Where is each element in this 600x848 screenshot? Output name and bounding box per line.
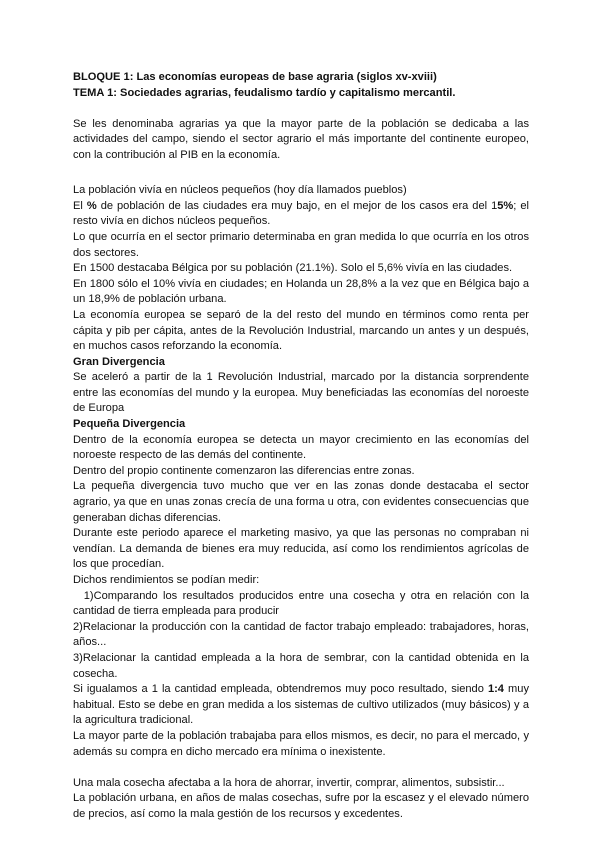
paragraph-pequena-3: La pequeña divergencia tuvo mucho que ver en las zonas donde destacaba el sector agrario, ya que en unas zonas crecía de una forma u otra, con evidentes consecuencias que generaban dichas diferencias. — [73, 480, 529, 524]
paragraph-igualamos: Si igualamos a 1 la cantidad empleada, obtendremos muy poco resultado, siendo 1:4 muy habitual. Esto se debe en gran medida a los sistemas de cultivo utilizados (muy básicos) y a la agricultura tradicional. — [73, 683, 529, 727]
list-item: 2)Relacionar la producción con la cantidad de factor trabajo empleado: trabajadores, horas, años... — [73, 620, 529, 649]
paragraph-porcentaje: El % de población de las ciudades era muy bajo, en el mejor de los casos era del 15%; el resto vivía en dichos núcleos pequeños. — [73, 199, 529, 228]
heading-gran-divergencia: Gran Divergencia — [73, 355, 165, 368]
paragraph-pequena-4: Durante este periodo aparece el marketing masivo, ya que las personas no compraban ni vendían. La demanda de bienes era muy reducida, así como los rendimientos agrícolas de los que procedían. — [73, 527, 529, 571]
paragraph-pequena-1: Dentro de la economía europea se detecta un mayor crecimiento en las economías del noroeste respecto de las demás del continente. — [73, 433, 529, 462]
list-item: 3)Relacionar la cantidad empleada a la hora de sembrar, con la cantidad obtenida en la cosecha. — [73, 651, 529, 680]
paragraph-separacion: La economía europea se separó de la del resto del mundo en términos como renta per cápita y pib per cápita, antes de la Revolución Industrial, marcando un antes y un después, en muchos casos reforzando la economía. — [73, 308, 529, 353]
block-title: BLOQUE 1: Las economías europeas de base agraria (siglos xv-xviii) — [73, 71, 437, 83]
paragraph-mayor-parte: La mayor parte de la población trabajaba para ellos mismos, es decir, no para el mercado, y además su compra en dicho mercado era mínima o inexistente. — [73, 729, 529, 758]
paragraph-poblacion-urbana: La población urbana, en años de malas cosechas, sufre por la escasez y el elevado número de precios, así como la mala gestión de los recursos y excedentes. — [73, 792, 529, 820]
paragraph-mala-cosecha: Una mala cosecha afectaba a la hora de ahorrar, invertir, comprar, alimentos, subsistir... — [73, 776, 505, 789]
paragraph-nucleos: La población vivía en núcleos pequeños (hoy día llamados pueblos) — [73, 184, 407, 197]
topic-title: TEMA 1: Sociedades agrarias, feudalismo tardío y capitalismo mercantil. — [73, 86, 456, 99]
heading-pequena-divergencia: Pequeña Divergencia — [73, 418, 186, 431]
paragraph-pequena-2: Dentro del propio continente comenzaron las diferencias entre zonas. — [73, 464, 415, 477]
document-body — [73, 70, 533, 823]
list-item: 1)Comparando los resultados producidos entre una cosecha y otra en relación con la cantidad de tierra empleada para producir — [73, 589, 533, 618]
intro-paragraph: Se les denominaba agrarias ya que la mayor parte de la población se dedicaba a las actividades del campo, siendo el sector agrario el más importante del continente europeo, con la contribución al PIB en la economía. — [73, 117, 529, 161]
paragraph-sector-primario: Lo que ocurría en el sector primario determinaba en gran medida lo que ocurría en los otros dos sectores. — [73, 230, 529, 259]
paragraph-1500: En 1500 destacaba Bélgica por su población (21.1%). Solo el 5,6% vivía en las ciudades. — [73, 262, 513, 275]
paragraph-medir: Dichos rendimientos se podían medir: — [73, 574, 260, 586]
paragraph-1800: En 1800 sólo el 10% vivía en ciudades; en Holanda un 28,8% a la vez que en Bélgica bajo a un 18,9% de población urbana. — [73, 277, 529, 306]
paragraph-gran-divergencia: Se aceleró a partir de la 1 Revolución Industrial, marcado por la distancia sorprendente entre las economías del mundo y la europea. Muy beneficiadas las economías del noroeste de Europa — [73, 371, 529, 415]
